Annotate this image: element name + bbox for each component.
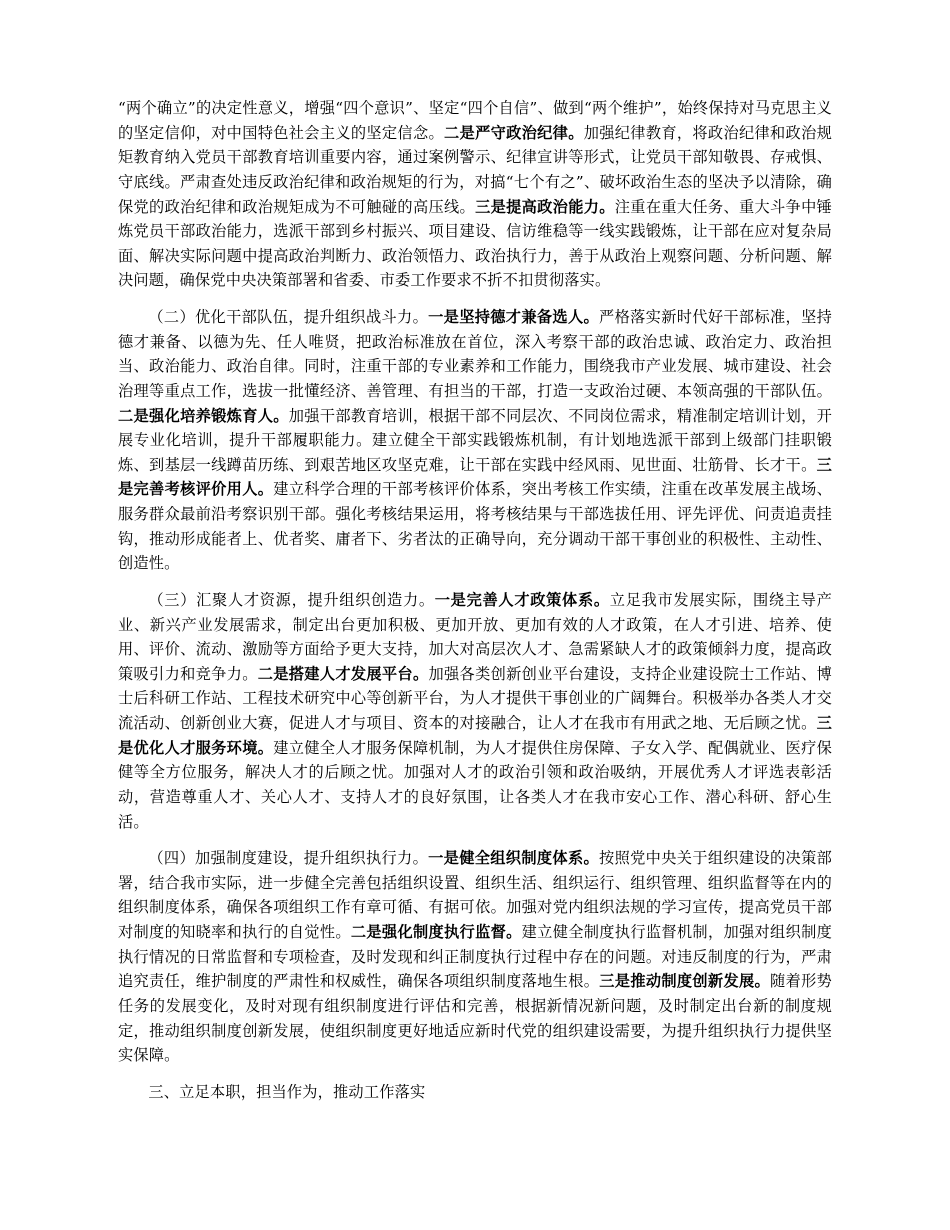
text-run: 建立健全人才服务保障机制，为人才提供住房保障、子女入学、配偶就业、医疗保健等全方位服务，解决人才的后顾之忧。加强对人才的政治引领和政治吸纳，开展优秀人才评选表彰活动，营造尊重人才、关心人才、支持人才的良好氛围，让各类人才在我市安心工作、潜心科研、舒心生活。 [118,738,833,831]
text-run: 加强纪律教育，将政治纪律和政治规矩教育纳入党员干部教育培训重要内容，通过案例警示、纪律宣讲等形式，让党员干部知敬畏、存戒惧、守底线。严肃查处违反政治纪律和政治规矩的行为，对搞“七个有之”、破坏政治生态的坚决予以清除，确保党的政治纪律和政治规矩成为不可触碰的高压线。 [118,123,832,216]
emphasis-run: 二是严守政治纪律。 [444,123,584,142]
paragraph [118,1080,832,1105]
emphasis-run: 一是健全组织制度体系。 [428,849,600,868]
emphasis-run: 三是提高政治能力。 [475,197,615,216]
text-run: 建立健全制度执行监督机制，加强对组织制度执行情况的日常监督和专项检查，及时发现和纠正制度执行过程中存在的问题。对违反制度的行为，严肃追究责任，维护制度的严肃性和权威性，确保各项组织制度落地生根。 [118,923,833,991]
emphasis-run: 一是坚持德才兼备选人。 [428,308,600,326]
text-run: （三）汇聚人才资源，提升组织创造力。 [148,590,435,609]
text-run: 加强各类创新创业平台建设，支持企业建设院士工作站、博士后科研工作站、工程技术研究中心等创新平台，为人才提供干事创业的广阔舞台。积极举办各类人才交流活动、创新创业大赛，促进人才与项目、资本的对接融合，让人才在我市有用武之地、无后顾之忧。 [118,664,832,732]
emphasis-run: 二是强化制度执行监督。 [350,923,522,941]
paragraph [118,96,832,293]
text-run: 三、立足本职，担当作为，推动工作落实 [148,1082,426,1101]
paragraph [118,846,832,1068]
emphasis-run: 三是完善考核评价用人。 [118,455,832,499]
emphasis-run: 二是强化培养锻炼育人。 [118,406,289,425]
text-run: 加强干部教育培训，根据干部不同层次、不同岗位需求，精准制定培训计划，开展专业化培训，提升干部履职能力。建立健全干部实践锻炼机制，有计划地选派干部到上级部门挂职锻炼、到基层一线蹲苗历练、到艰苦地区攻坚克难，让干部在实践中经风雨、见世面、壮筋骨、长才干。 [118,406,833,474]
text-run: 严格落实新时代好干部标准，坚持德才兼备、以德为先、任人唯贤，把政治标准放在首位，深入考察干部的政治忠诚、政治定力、政治担当、政治能力、政治自律。同时，注重干部的专业素养和工作能力，围绕我市产业发展、城市建设、社会治理等重点工作，选拔一批懂经济、善管理、有担当的干部，打造一支政治过硬、本领高强的干部队伍。 [118,308,832,400]
text-run: （二）优化干部队伍，提升组织战斗力。 [148,308,429,326]
text-run: 按照党中央关于组织建设的决策部署，结合我市实际，进一步健全完善包括组织设置、组织生活、组织运行、组织管理、组织监督等在内的组织制度体系，确保各项组织工作有章可循、有据可依。加强对党内组织法规的学习宣传，提高党员干部对制度的知晓率和执行的自觉性。 [118,849,832,941]
emphasis-run: 一是完善人才政策体系。 [434,590,610,609]
paragraph [118,305,832,576]
paragraph [118,588,832,834]
text-run: 立足我市发展实际，围绕主导产业、新兴产业发展需求，制定出台更加积极、更加开放、更加有效的人才政策，在人才引进、培养、使用、评价、流动、激励等方面给予更大支持，加大对高层次人才、急需紧缺人才的政策倾斜力度，提高政策吸引力和竞争力。 [118,590,832,683]
text-run: 注重在重大任务、重大斗争中锤炼党员干部政治能力，选派干部到乡村振兴、项目建设、信访维稳等一线实践锻炼，让干部在应对复杂局面、解决实际问题中提高政治判断力、政治领悟力、政治执行力，善于从政治上观察问题、分析问题、解决问题，确保党中央决策部署和省委、市委工作要求不折不扣贯彻落实。 [118,197,832,290]
text-run: （四）加强制度建设，提升组织执行力。 [148,849,429,868]
document-body [118,96,832,1104]
text-run: 建立科学合理的干部考核评价体系，突出考核工作实绩，注重在改革发展主战场、服务群众最前沿考察识别干部。强化考核结果运用，将考核结果与干部选拔任用、评先评优、问责追责挂钩，推动形成能者上、优者奖、庸者下、劣者汰的正确导向，充分调动干部干事创业的积极性、主动性、创造性。 [118,480,833,573]
text-run: “两个确立”的决定性意义，增强“四个意识”、坚定“四个自信”、做到“两个维护”，始终保持对马克思主义的坚定信仰，对中国特色社会主义的坚定信念。 [118,99,832,142]
text-run: 随着形势任务的发展变化，及时对现有组织制度进行评估和完善，根据新情况新问题，及时制定出台新的制度规定，推动组织制度创新发展，使组织制度更好地适应新时代党的组织建设需要，为提升组织执行力提供坚实保障。 [118,972,833,1065]
emphasis-run: 三是推动制度创新发展。 [599,972,771,991]
emphasis-run: 三是优化人才服务环境。 [118,714,832,757]
emphasis-run: 二是搭建人才发展平台。 [257,664,429,683]
